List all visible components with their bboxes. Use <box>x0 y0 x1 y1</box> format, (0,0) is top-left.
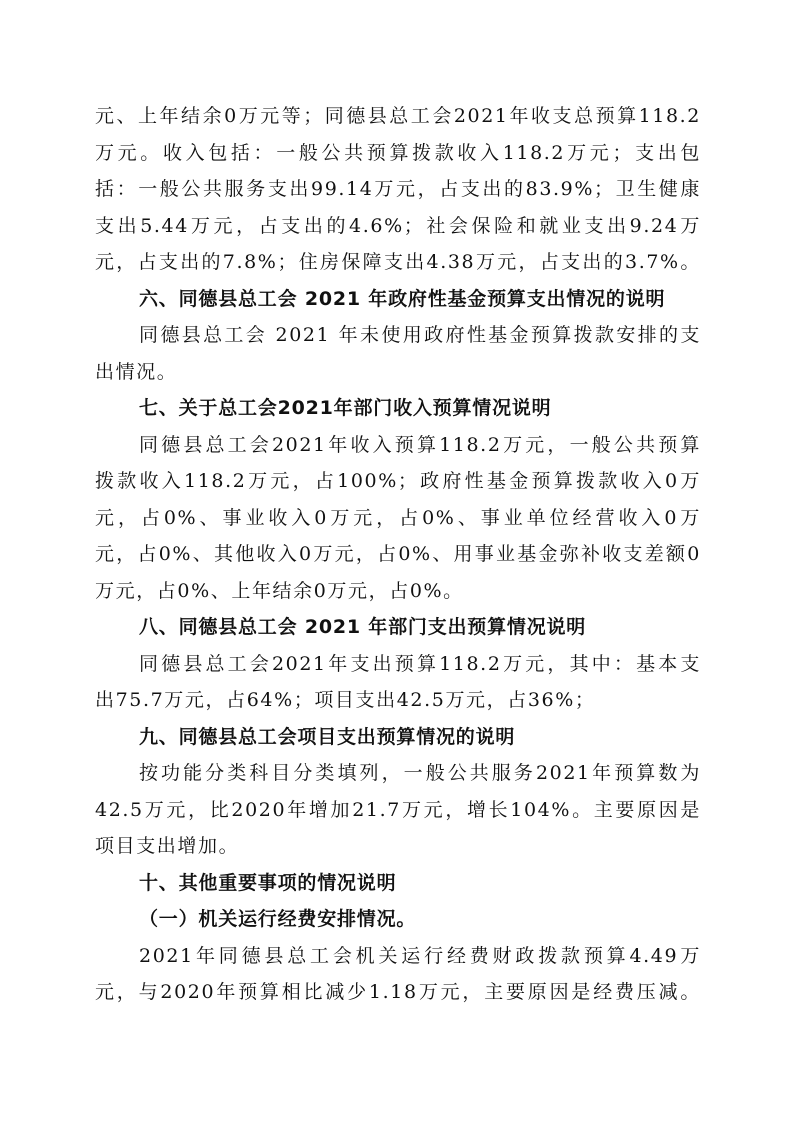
text-line: 同德县总工会2021年支出预算118.2万元，其中：基本支 <box>139 652 701 675</box>
paragraph <box>95 98 701 281</box>
text-line: 同德县总工会 2021 年未使用政府性基金预算拨款安排的支 <box>139 324 701 346</box>
section-heading: 六、同德县总工会 2021 年政府性基金预算支出情况的说明 <box>139 287 666 310</box>
text-line: 42.5万元，比2020年增加21.7万元，增长104%。主要原因是 <box>95 798 701 821</box>
text-line: 元，与2020年预算相比减少1.18万元，主要原因是经费压减。 <box>95 981 701 1003</box>
paragraph <box>95 646 701 719</box>
text-line: 出75.7万元，占64%；项目支出42.5万元，占36%； <box>95 689 596 711</box>
paragraph <box>95 755 701 865</box>
text-line: 元，占0%、其他收入0万元，占0%、用事业基金弥补收支差额0 <box>95 543 701 565</box>
text-line: 万元，占0%、上年结余0万元，占0%。 <box>95 579 464 602</box>
text-line: 拨款收入118.2万元，占100%；政府性基金预算拨款收入0万 <box>95 470 701 492</box>
text-line: 项目支出增加。 <box>95 835 240 857</box>
text-line: 同德县总工会2021年收入预算118.2万元，一般公共预算 <box>139 433 701 456</box>
text-line: 元，占0%、事业收入0万元，占0%、事业单位经营收入0万 <box>95 506 701 529</box>
section-heading: 十、其他重要事项的情况说明 <box>139 871 397 894</box>
text-line: 出情况。 <box>95 360 178 383</box>
text-line: 括：一般公共服务支出99.14万元，占支出的83.9%；卫生健康 <box>95 178 701 200</box>
text-line: 支出5.44万元，占支出的4.6%；社会保险和就业支出9.24万 <box>95 214 701 237</box>
text-line: 2021年同德县总工会机关运行经费财政拨款预算4.49万 <box>139 944 701 967</box>
section-heading: 七、关于总工会2021年部门收入预算情况说明 <box>139 397 552 419</box>
section-heading: 八、同德县总工会 2021 年部门支出预算情况说明 <box>139 616 587 638</box>
paragraph <box>95 427 701 610</box>
subsection-heading: （一）机关运行经费安排情况。 <box>139 908 417 930</box>
section-heading: 九、同德县总工会项目支出预算情况的说明 <box>139 725 516 748</box>
text-line: 元、上年结余0万元等；同德县总工会2021年收支总预算118.2 <box>95 105 701 127</box>
paragraph <box>95 938 701 1011</box>
paragraph <box>95 317 701 390</box>
text-line: 万元。收入包括：一般公共预算拨款收入118.2万元；支出包 <box>95 141 701 164</box>
text-line: 按功能分类科目分类填列，一般公共服务2021年预算数为 <box>139 762 701 784</box>
text-line: 元，占支出的7.8%；住房保障支出4.38万元，占支出的3.7%。 <box>95 251 701 273</box>
